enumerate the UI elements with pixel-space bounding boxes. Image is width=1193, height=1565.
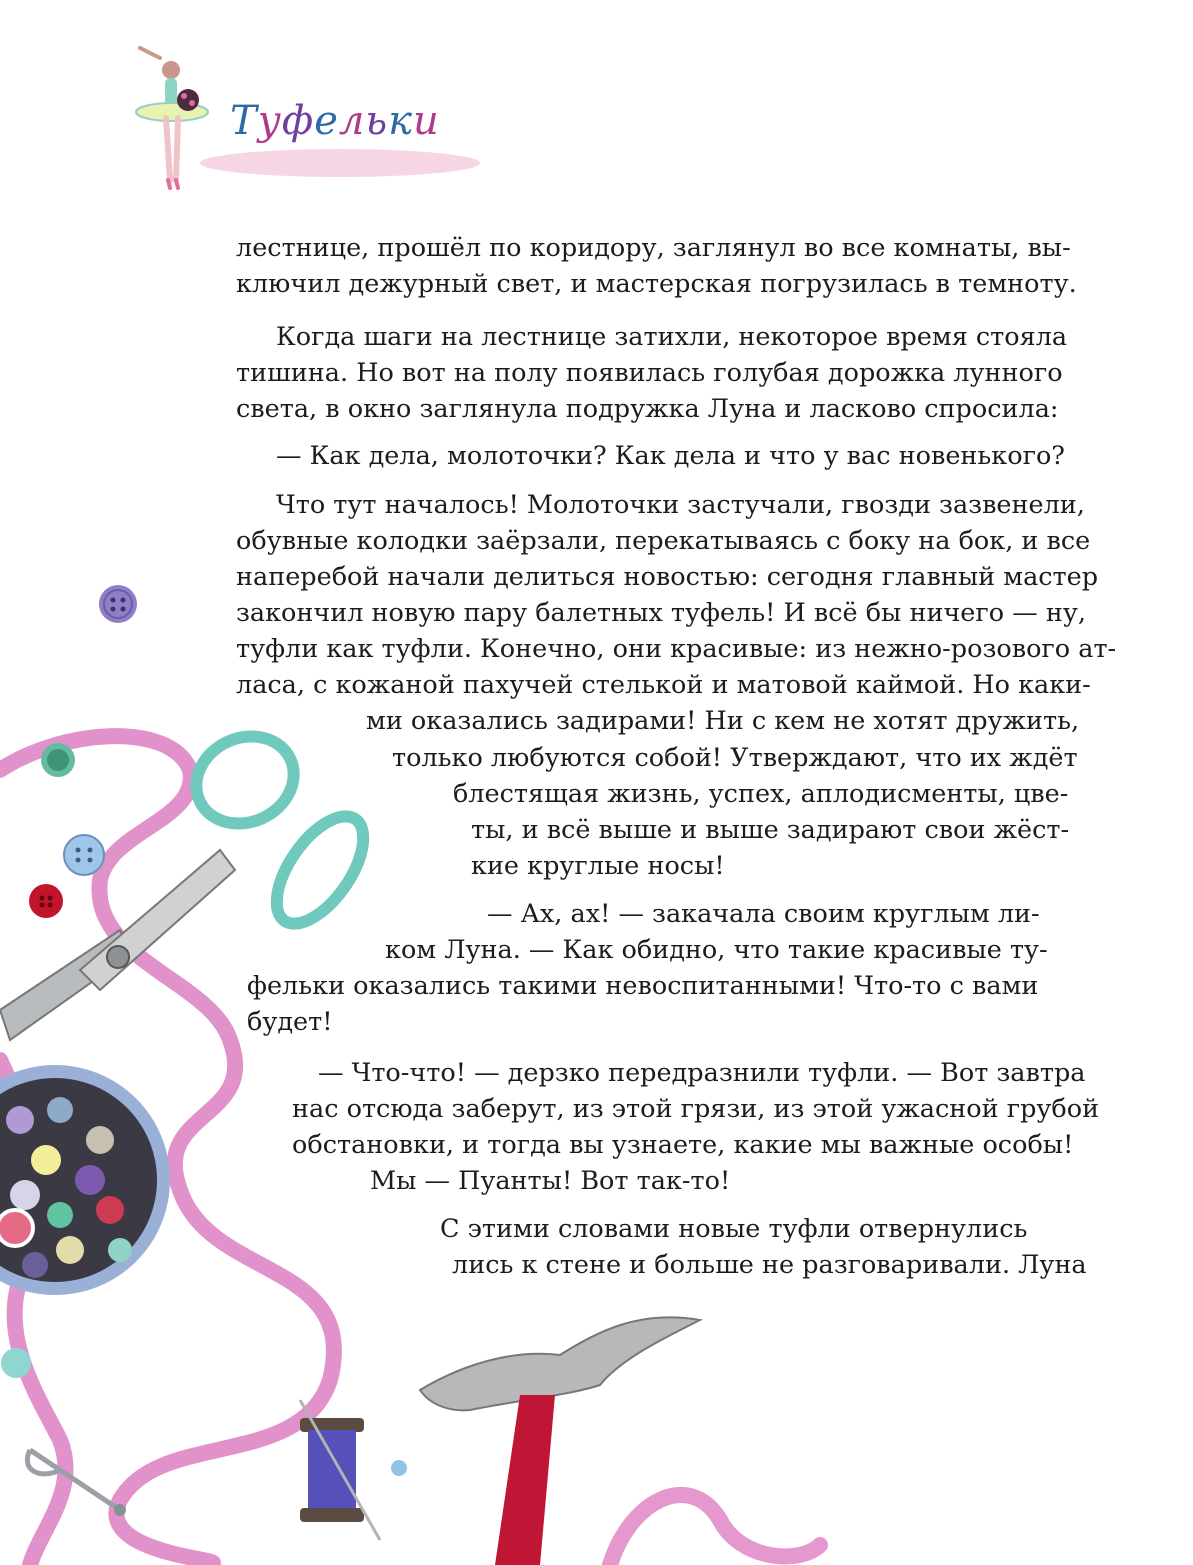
pink-ribbon-bottom (610, 1495, 820, 1565)
text-line: — Что-что! — дерзко передразнили туфли. — Вот завтра (318, 1058, 1086, 1088)
safety-pin-illustration (27, 1450, 126, 1516)
text-line: фельки оказались такими невоспитанными! Что-то с вами (247, 971, 1039, 1001)
text-line: Когда шаги на лестнице затихли, некоторое время стояла (276, 322, 1068, 352)
text-line: кие круглые носы! (471, 851, 725, 881)
running-title-char: у (257, 98, 282, 144)
running-title-char: ь (365, 98, 389, 144)
red-button-illustration (29, 884, 63, 918)
text-line: Мы — Пуанты! Вот так-то! (370, 1166, 731, 1196)
text-line: обстановки, и тогда вы узнаете, какие мы важные особы! (292, 1130, 1074, 1160)
button-tin-illustration (0, 1065, 170, 1295)
text-line: ты, и всё выше и выше задирают свои жёст- (471, 815, 1070, 845)
text-line: — Как дела, молоточки? Как дела и что у вас новенького? (276, 441, 1065, 471)
running-title-char: Т (230, 98, 258, 144)
text-line: ком Луна. — Как обидно, что такие красивые ту- (385, 935, 1048, 965)
text-line: нас отсюда заберут, из этой грязи, из этой ужасной грубой (292, 1094, 1100, 1124)
purple-button-illustration (99, 585, 137, 623)
teal-button-illustration (1, 1348, 31, 1378)
text-line: блестящая жизнь, успех, аплодисменты, цве- (453, 779, 1069, 809)
running-title-char: и (413, 98, 440, 144)
text-line: ключил дежурный свет, и мастерская погрузилась в темноту. (236, 269, 1077, 299)
text-line: наперебой начали делиться новостью: сегодня главный мастер (236, 562, 1099, 592)
text-line: туфли как туфли. Конечно, они красивые: из нежно-розового ат- (236, 634, 1117, 664)
text-line: лестнице, прошёл по коридору, заглянул во все комнаты, вы- (236, 233, 1071, 263)
text-line: Что тут началось! Молоточки застучали, гвозди зазвенели, (276, 490, 1085, 520)
thread-spool-illustration (300, 1400, 407, 1540)
text-line: будет! (247, 1007, 333, 1037)
text-line: тишина. Но вот на полу появилась голубая дорожка лунного (236, 358, 1063, 388)
running-title-char: е (314, 98, 339, 144)
scissors-illustration (0, 721, 380, 1040)
running-title-char: к (388, 98, 414, 144)
pink-ribbon-illustration (0, 736, 334, 1565)
text-line: ми оказались задирами! Ни с кем не хотят дружить, (366, 706, 1080, 736)
running-title (230, 98, 440, 144)
text-line: С этими словами новые туфли отвернулись (440, 1214, 1028, 1244)
text-line: закончил новую пару балетных туфель! И всё бы ничего — ну, (236, 598, 1086, 628)
text-line: обувные колодки заёрзали, перекатываясь с боку на бок, и все (236, 526, 1091, 556)
blue-button-illustration (64, 835, 104, 875)
text-line: только любуются собой! Утверждают, что их ждёт (392, 743, 1078, 773)
running-title-char: ф (281, 98, 315, 144)
running-title-char: л (338, 98, 366, 144)
hammer-illustration (420, 1317, 700, 1565)
green-button-illustration (41, 743, 75, 777)
text-line: лись к стене и больше не разговаривали. Луна (452, 1250, 1087, 1280)
text-line: — Ах, ах! — закачала своим круглым ли- (487, 899, 1040, 929)
text-line: ласа, с кожаной пахучей стелькой и матовой каймой. Но каки- (236, 670, 1091, 700)
text-line: света, в окно заглянула подружка Луна и ласково спросила: (236, 394, 1059, 424)
